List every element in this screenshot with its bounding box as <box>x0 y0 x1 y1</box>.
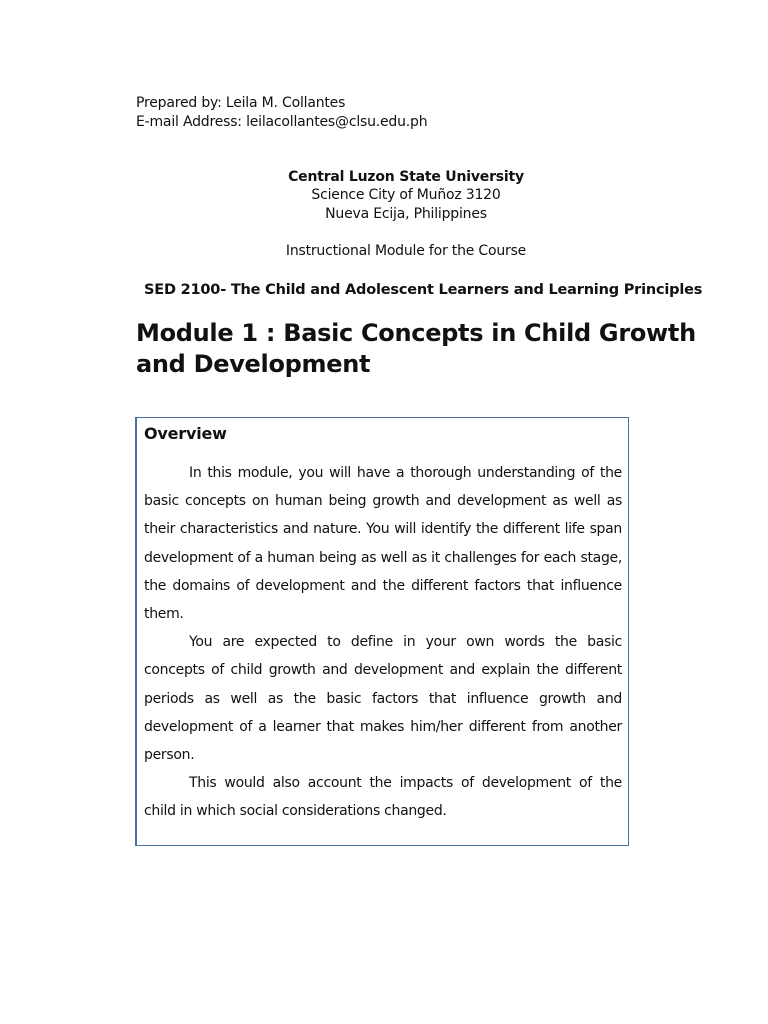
overview-paragraph: In this module, you will have a thorough understanding of the basic concepts on human being growth and development as well as their characteristics and nature. You will identify the different life span development of a human being as well as it challenges for each stage, the domains of development and the different factors that influence them. <box>144 465 622 623</box>
university-province: Nueva Ecija, Philippines <box>325 206 487 222</box>
overview-paragraph: You are expected to define in your own words the basic concepts of child growth and development and explain the different periods as well as the basic factors that influence growth and development of a learner that makes him/her different from another person. <box>144 634 622 764</box>
preparer-info <box>136 94 427 132</box>
module-for-course: Instructional Module for the Course <box>285 243 527 259</box>
overview-body <box>144 459 622 826</box>
module-title: Module 1 : Basic Concepts in Child Growth and Development <box>136 319 696 378</box>
email-address: E-mail Address: leilacollantes@clsu.edu.ph <box>136 114 428 130</box>
overview-paragraph: This would also account the impacts of development of the child in which social considerations changed. <box>144 775 622 820</box>
course-title: SED 2100- The Child and Adolescent Learners and Learning Principles <box>144 282 703 298</box>
university-name: Central Luzon State University <box>288 169 524 185</box>
university-city: Science City of Muñoz 3120 <box>311 187 501 203</box>
overview-heading: Overview <box>144 424 227 443</box>
prepared-by: Prepared by: Leila M. Collantes <box>136 95 346 111</box>
